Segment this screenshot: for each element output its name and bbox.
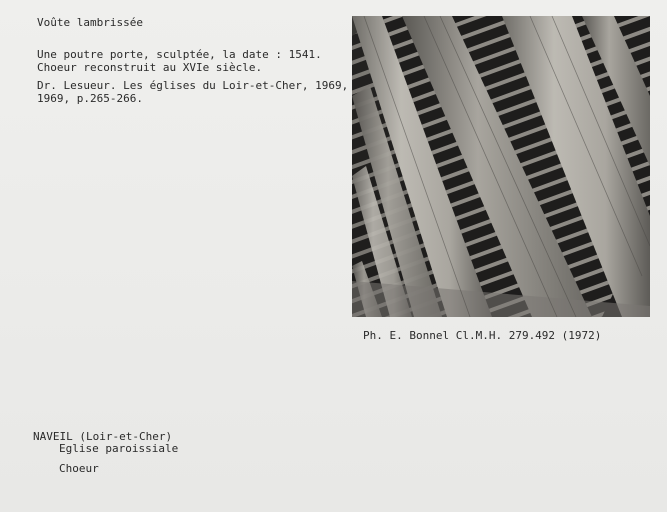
location-commune: NAVEIL (Loir-et-Cher) <box>33 430 173 443</box>
reference-line-1: Dr. Lesueur. Les églises du Loir-et-Cher, 1969, <box>37 79 349 92</box>
photo-credit: Ph. E. Bonnel Cl.M.H. 279.492 (1972) <box>363 329 602 342</box>
location-building: Eglise paroissiale <box>59 442 179 455</box>
location-part: Choeur <box>59 462 99 475</box>
reference-line-2: 1969, p.265-266. <box>37 92 143 105</box>
record-title: Voûte lambrissée <box>37 16 143 29</box>
description-line-1: Une poutre porte, sculptée, la date : 1541. <box>37 48 322 61</box>
description-line-2: Choeur reconstruit au XVIe siècle. <box>37 61 263 74</box>
wooden-ceiling-vault-photo <box>352 16 650 317</box>
